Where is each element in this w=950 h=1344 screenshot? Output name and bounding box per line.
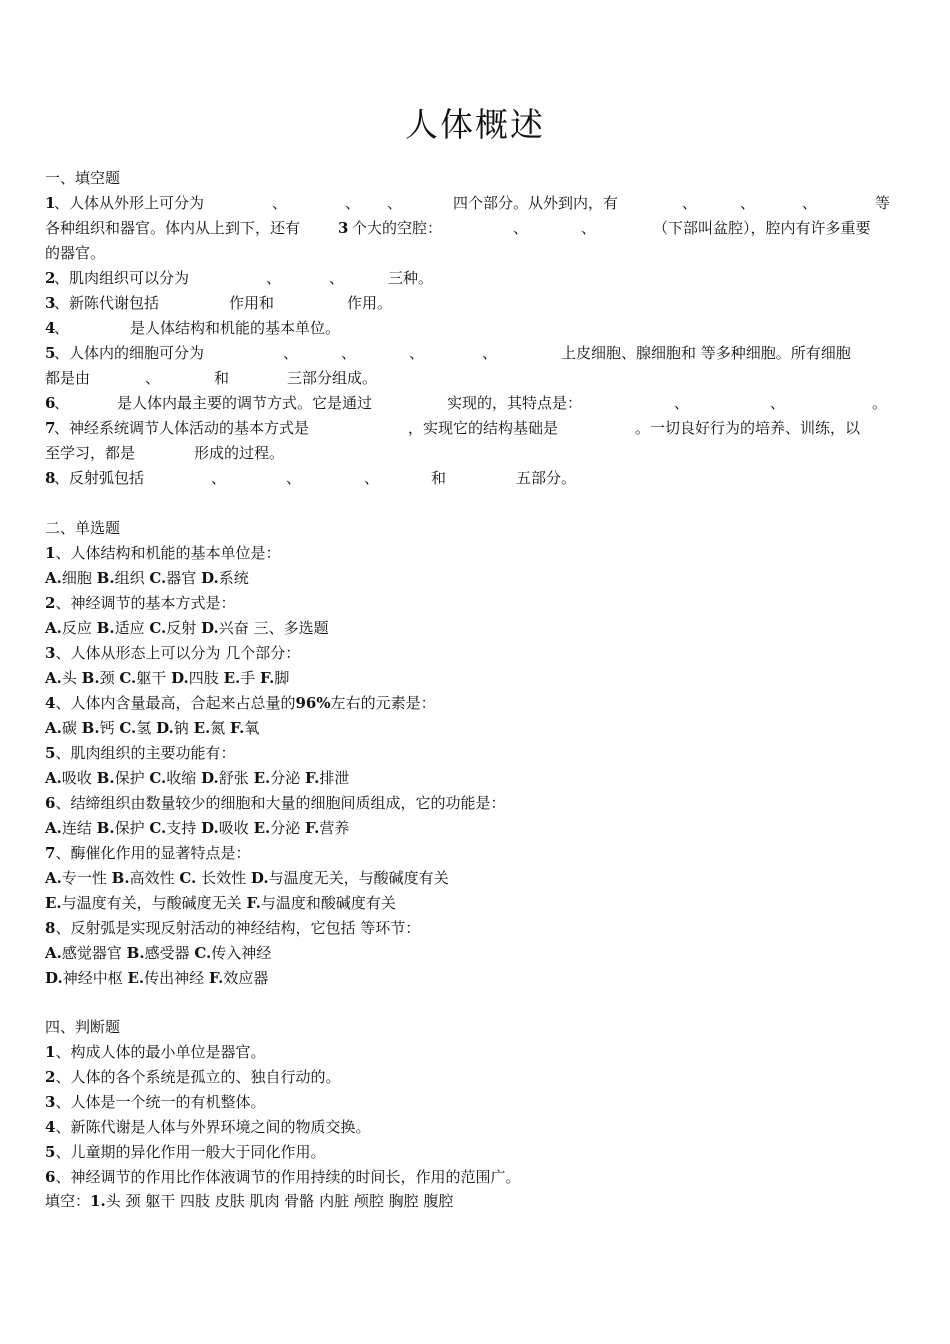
judgement-item [45, 1040, 265, 1064]
question-text: 、构成人体的最小单位是器官。 [55, 1043, 266, 1061]
question-number: 4 [45, 319, 56, 337]
option-letter: A. [45, 769, 62, 787]
answer-text: 头 颈 躯干 四肢 皮肤 肌肉 骨骼 内脏 颅腔 胸腔 腹腔 [105, 1192, 454, 1210]
option-text: 与温度无关，与酸碱度有关 [268, 869, 449, 887]
option-letter: A. [45, 869, 62, 887]
section-heading-true-false: 四、判断题 [45, 1018, 121, 1036]
question-number: 5 [45, 1143, 56, 1161]
blank-separator: 、 [345, 194, 361, 212]
fill-question-5-line-1 [45, 341, 905, 365]
option-text: 钙 [99, 719, 115, 737]
option-text: 神经中枢 [62, 969, 123, 987]
option-text: 保护 [114, 769, 145, 787]
question-text: 、肌肉组织的主要功能有： [55, 744, 236, 762]
option-letter: F. [305, 819, 320, 837]
choice-options-3 [45, 666, 289, 690]
option-text: 反应 [61, 619, 92, 637]
option-letter: F. [208, 969, 224, 987]
question-text: 、反射弧是实现反射活动的神经结构，它包括 等环节： [55, 919, 421, 937]
option-text: 氧 [244, 719, 260, 737]
option-text: 手 [240, 669, 256, 687]
fill-question-4 [45, 316, 905, 340]
question-number: 3 [45, 294, 56, 312]
question-text: 至学习，都是 [45, 444, 136, 462]
option-text: 感觉器官 [61, 944, 122, 962]
question-text: 、人体从形态上可以分为 几个部分： [55, 644, 301, 662]
fill-question-8 [45, 466, 905, 490]
choice-options-8-row-1 [45, 941, 271, 965]
blank-separator: 、 [409, 344, 425, 362]
option-letter: B. [96, 769, 115, 787]
option-letter: D. [171, 669, 189, 687]
question-text: 、结缔组织由数量较少的细胞和大量的细胞间质组成，它的功能是： [55, 794, 506, 812]
question-number: 6 [45, 394, 56, 412]
option-letter: C. [179, 869, 197, 887]
question-text: 、人体内含量最高，合起来占总量的 [55, 694, 296, 712]
blank-separator: 、 [581, 219, 597, 237]
option-text: 颈 [99, 669, 115, 687]
question-number: 6 [45, 1168, 56, 1186]
question-text: 、人体是一个统一的有机整体。 [55, 1093, 266, 1111]
question-number: 2 [45, 594, 56, 612]
choice-question-4 [45, 691, 436, 715]
question-number: 2 [45, 269, 56, 287]
option-text: 组织 [114, 569, 145, 587]
choice-question-6 [45, 791, 505, 815]
blank-separator: 、 [770, 394, 786, 412]
blank-separator: 、 [272, 194, 288, 212]
option-letter: A. [45, 619, 62, 637]
choice-question-5 [45, 741, 235, 765]
question-number-inline: 3 [338, 219, 349, 237]
option-letter: C. [194, 944, 212, 962]
question-text: 三部分组成。 [287, 369, 378, 387]
fill-question-6 [45, 391, 905, 415]
option-text: 脚 [274, 669, 290, 687]
choice-options-7-row-2 [45, 891, 396, 915]
choice-question-1 [45, 541, 280, 565]
question-text: 实现的，其特点是： [447, 394, 583, 412]
fill-question-5-line-2 [45, 366, 905, 390]
choice-question-8 [45, 916, 420, 940]
option-letter: C. [149, 769, 167, 787]
option-text: 传入神经 [211, 944, 272, 962]
judgement-item [45, 1065, 340, 1089]
choice-question-2 [45, 591, 235, 615]
question-number: 1 [45, 1043, 56, 1061]
option-letter: B. [126, 944, 145, 962]
blank-separator: 、 [482, 344, 498, 362]
option-text: 收缩 [166, 769, 197, 787]
fill-question-1-line-3: 的器官。 [45, 244, 106, 262]
option-letter: B. [81, 669, 100, 687]
option-letter: D. [250, 869, 269, 887]
percentage: 96% [295, 694, 331, 712]
question-text: 、人体从外形上可分为 [54, 194, 205, 212]
option-letter: C. [149, 619, 167, 637]
blank-separator: 、 [266, 269, 282, 287]
question-text: 和 [431, 469, 447, 487]
question-number: 6 [45, 794, 56, 812]
option-letter: D. [156, 719, 174, 737]
question-text: 。一切良好行为的培养、训练，以 [635, 419, 861, 437]
option-letter: B. [96, 569, 115, 587]
question-text: 、神经调节的作用比作体液调节的作用持续的时间长，作用的范围广。 [55, 1168, 521, 1186]
option-letter: A. [45, 569, 62, 587]
option-text: 氮 [210, 719, 226, 737]
option-text: 氢 [136, 719, 152, 737]
question-text: 等 [875, 194, 891, 212]
question-number: 5 [45, 344, 56, 362]
question-text: 、人体的各个系统是孤立的、独自行动的。 [55, 1068, 341, 1086]
option-text: 分泌 [270, 769, 301, 787]
question-text: 、 [54, 394, 70, 412]
question-text: 、神经调节的基本方式是： [55, 594, 236, 612]
question-number: 5 [45, 744, 56, 762]
blank-separator: 、 [364, 469, 380, 487]
fill-question-7-line-2 [45, 441, 905, 465]
option-letter: E. [223, 669, 241, 687]
option-text: 吸收 [218, 819, 249, 837]
option-text: 系统 [218, 569, 249, 587]
option-text: 碳 [61, 719, 77, 737]
option-letter: B. [96, 819, 115, 837]
option-letter: B. [111, 869, 130, 887]
option-letter: C. [149, 819, 167, 837]
question-text: 、新陈代谢是人体与外界环境之间的物质交换。 [55, 1118, 371, 1136]
fill-question-1-line-2 [45, 216, 905, 240]
choice-options-5 [45, 766, 349, 790]
question-text: 和 [214, 369, 230, 387]
option-letter: A. [45, 944, 62, 962]
choice-options-1 [45, 566, 249, 590]
option-letter: A. [45, 669, 62, 687]
blank-separator: 、 [387, 194, 403, 212]
question-number: 1 [45, 194, 56, 212]
option-text: 保护 [114, 819, 145, 837]
question-number: 7 [45, 419, 56, 437]
option-text: 钠 [173, 719, 189, 737]
page-title: 人体概述 [405, 105, 545, 144]
option-text: 吸收 [61, 769, 92, 787]
choice-options-6 [45, 816, 349, 840]
question-number: 8 [45, 919, 56, 937]
option-text: 与温度和酸碱度有关 [260, 894, 396, 912]
judgement-item [45, 1090, 265, 1114]
option-text: 适应 [114, 619, 145, 637]
option-letter: F. [305, 769, 320, 787]
answer-number: 1. [90, 1192, 106, 1210]
blank-separator: 、 [674, 394, 690, 412]
question-number: 3 [45, 1093, 56, 1111]
question-number: 8 [45, 469, 56, 487]
option-text: 传出神经 [144, 969, 205, 987]
blank-separator: 、 [329, 269, 345, 287]
blank-separator: 、 [740, 194, 756, 212]
judgement-item [45, 1115, 370, 1139]
question-text: 都是由 [45, 369, 91, 387]
option-letter: E. [253, 769, 271, 787]
option-text: 躯干 [136, 669, 167, 687]
question-text: 作用。 [347, 294, 393, 312]
fill-question-2 [45, 266, 905, 290]
option-text: 感受器 [144, 944, 190, 962]
question-text: 、反射弧包括 [54, 469, 145, 487]
option-letter: F. [246, 894, 261, 912]
option-text: 效应器 [223, 969, 269, 987]
question-text: 五部分。 [516, 469, 577, 487]
blank-separator: 、 [283, 344, 299, 362]
question-text: 、酶催化作用的显著特点是： [55, 844, 251, 862]
question-text: 个大的空腔： [352, 219, 443, 237]
option-letter: C. [149, 569, 167, 587]
question-text: 、人体内的细胞可分为 [54, 344, 205, 362]
section-heading-fill-blank: 一、填空题 [45, 169, 121, 187]
option-text: 专一性 [61, 869, 107, 887]
blank-separator: 、 [211, 469, 227, 487]
option-letter: E. [193, 719, 211, 737]
option-letter: D. [201, 619, 219, 637]
question-number: 2 [45, 1068, 56, 1086]
option-letter: F. [230, 719, 245, 737]
question-number: 4 [45, 694, 56, 712]
blank-separator: 。 [872, 394, 888, 412]
choice-options-7-row-1 [45, 866, 449, 890]
question-text: 三种。 [388, 269, 434, 287]
question-text: （下部叫盆腔），腔内有许多重要 [653, 219, 871, 237]
option-letter: B. [81, 719, 100, 737]
option-text: 细胞 [61, 569, 92, 587]
question-text: 各种组织和器官。体内从上到下，还有 [45, 219, 301, 237]
option-letter: C. [119, 719, 137, 737]
blank-separator: 、 [286, 469, 302, 487]
question-text: ，实现它的结构基础是 [408, 419, 559, 437]
judgement-item [45, 1165, 520, 1189]
option-text: 长效性 [201, 869, 247, 887]
choice-question-7 [45, 841, 250, 865]
question-text: 四个部分。从外到内，有 [453, 194, 619, 212]
option-letter: E. [253, 819, 271, 837]
question-text: 上皮细胞、腺细胞和 等多种细胞。所有细胞 [561, 344, 851, 362]
option-text: 营养 [319, 819, 350, 837]
option-letter: E. [127, 969, 145, 987]
question-text: 作用和 [229, 294, 275, 312]
option-text: 排泄 [319, 769, 350, 787]
question-text: 左右的元素是： [330, 694, 436, 712]
option-text: 头 [61, 669, 77, 687]
option-letter: C. [119, 669, 137, 687]
option-text: 反射 [166, 619, 197, 637]
answer-label: 填空： [45, 1192, 91, 1210]
option-letter: D. [201, 569, 219, 587]
question-text: 形成的过程。 [194, 444, 285, 462]
option-letter: F. [260, 669, 275, 687]
question-text: 、新陈代谢包括 [54, 294, 160, 312]
option-text: 高效性 [129, 869, 175, 887]
option-letter: D. [201, 819, 219, 837]
option-text: 支持 [166, 819, 197, 837]
option-text: 舒张 [218, 769, 249, 787]
section-heading-single-choice: 二、单选题 [45, 519, 121, 537]
choice-options-2 [45, 616, 329, 640]
option-text: 兴奋 [218, 619, 249, 637]
question-number: 3 [45, 644, 56, 662]
question-number: 1 [45, 544, 56, 562]
judgement-item [45, 1140, 325, 1164]
fill-question-7-line-1 [45, 416, 905, 440]
choice-options-8-row-2 [45, 966, 268, 990]
blank-separator: 、 [341, 344, 357, 362]
question-text: 是人体结构和机能的基本单位。 [130, 319, 341, 337]
option-letter: D. [45, 969, 63, 987]
option-letter: D. [201, 769, 219, 787]
option-text: 器官 [166, 569, 197, 587]
question-text: 、人体结构和机能的基本单位是： [55, 544, 281, 562]
question-text: 、儿童期的异化作用一般大于同化作用。 [55, 1143, 326, 1161]
option-letter: B. [96, 619, 115, 637]
question-number: 4 [45, 1118, 56, 1136]
option-letter: A. [45, 719, 62, 737]
fill-question-3 [45, 291, 905, 315]
question-text: 、 [54, 319, 70, 337]
choice-question-3 [45, 641, 300, 665]
option-letter: A. [45, 819, 62, 837]
question-number: 7 [45, 844, 56, 862]
blank-separator: 、 [145, 369, 161, 387]
option-letter: E. [45, 894, 62, 912]
section-heading-multi-choice: 三、多选题 [248, 619, 329, 637]
choice-options-4 [45, 716, 259, 740]
option-text: 与温度有关，与酸碱度无关 [61, 894, 242, 912]
option-text: 连结 [61, 819, 92, 837]
blank-separator: 、 [802, 194, 818, 212]
option-text: 分泌 [270, 819, 301, 837]
blank-separator: 、 [682, 194, 698, 212]
fill-question-1-line-1 [45, 191, 905, 215]
question-text: 、神经系统调节人体活动的基本方式是 [54, 419, 310, 437]
question-text: 、肌肉组织可以分为 [54, 269, 190, 287]
question-text: 是人体内最主要的调节方式。它是通过 [117, 394, 373, 412]
answer-key [45, 1189, 453, 1213]
option-text: 四肢 [188, 669, 219, 687]
blank-separator: 、 [513, 219, 529, 237]
